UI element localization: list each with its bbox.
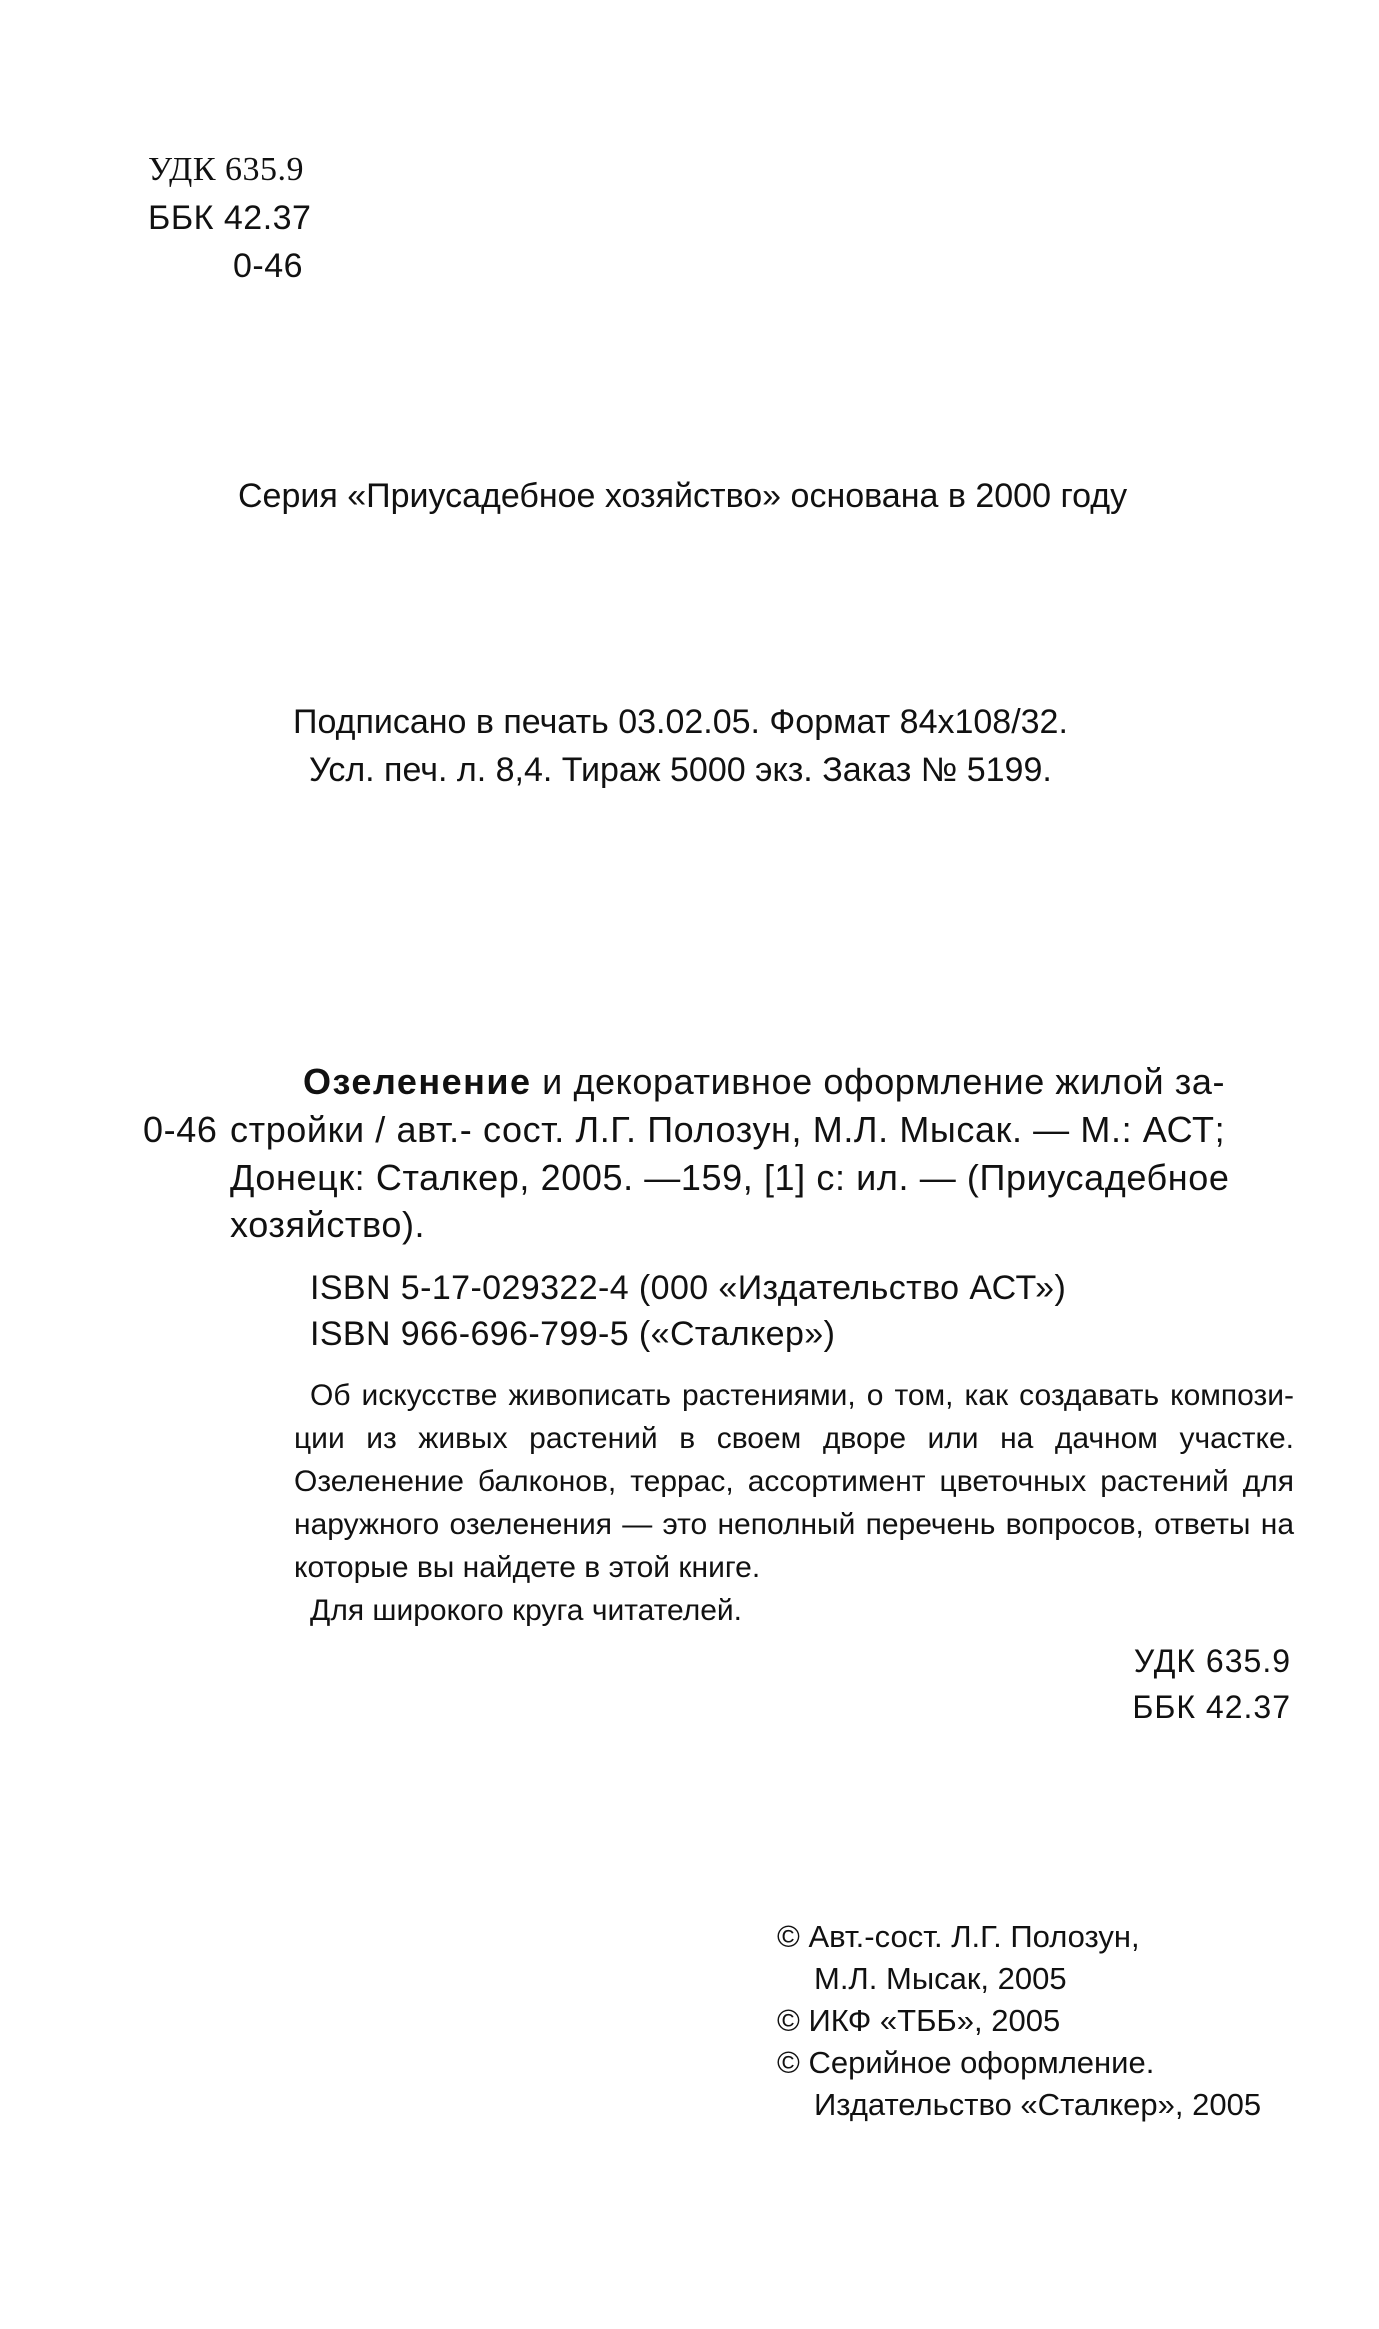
bbk-bottom: ББК 42.37 [1132,1689,1291,1725]
udk-bottom: УДК 635.9 [1133,1643,1291,1679]
copyright-line-5: Издательство «Сталкер», 2005 [814,2087,1262,2122]
udk-top: УДК 635.9 [148,151,305,188]
copyright-line-1: © Авт.-сост. Л.Г. Полозун, [777,1919,1140,1954]
copyright-line-4: © Серийное оформление. [777,2045,1155,2080]
bib-line-3: Донецк: Сталкер, 2005. —159, [1] с: ил. — (Приусадебное [230,1157,1230,1198]
print-info-line-2: Усл. печ. л. 8,4. Тираж 5000 экз. Заказ № 5199. [309,751,1052,789]
series-line: Серия «Приусадебное хозяйство» основана в 2000 году [238,477,1128,515]
annotation-paragraph-1: Об искусстве живописать растениями, о том, как создавать компози-ции из живых растений в своем дворе или на дачном участке. Озеленение балконов, террас, ассортимент цветочных растений для наружного озеленения — это неполный перечень вопросов, ответы на которые вы найдете в этой книге. [294,1379,1294,1584]
annotation-paragraph-2: Для широкого круга читателей. [310,1594,743,1627]
bib-author-mark: 0-46 [143,1109,218,1150]
bib-line-1-rest: и декоративное оформление жилой за- [531,1061,1226,1102]
annotation [294,1374,1294,1632]
book-title: Озеленение [303,1061,532,1102]
isbn-line-1: ISBN 5-17-029322-4 (000 «Издательство АСТ») [310,1269,1067,1307]
bbk-top: ББК 42.37 [148,199,312,237]
bib-line-1 [303,1058,1225,1105]
isbn-line-2: ISBN 966-696-799-5 («Сталкер») [310,1315,836,1353]
copyright-line-2: М.Л. Мысак, 2005 [814,1961,1067,1996]
copyright-line-3: © ИКФ «ТББ», 2005 [777,2003,1061,2038]
print-info-line-1: Подписано в печать 03.02.05. Формат 84x108/32. [293,703,1068,741]
bib-line-2: стройки / авт.- сост. Л.Г. Полозун, М.Л. Мысак. — М.: АСТ; [230,1109,1226,1150]
author-mark-top: 0-46 [233,247,304,285]
bib-line-4: хозяйство). [230,1204,426,1245]
